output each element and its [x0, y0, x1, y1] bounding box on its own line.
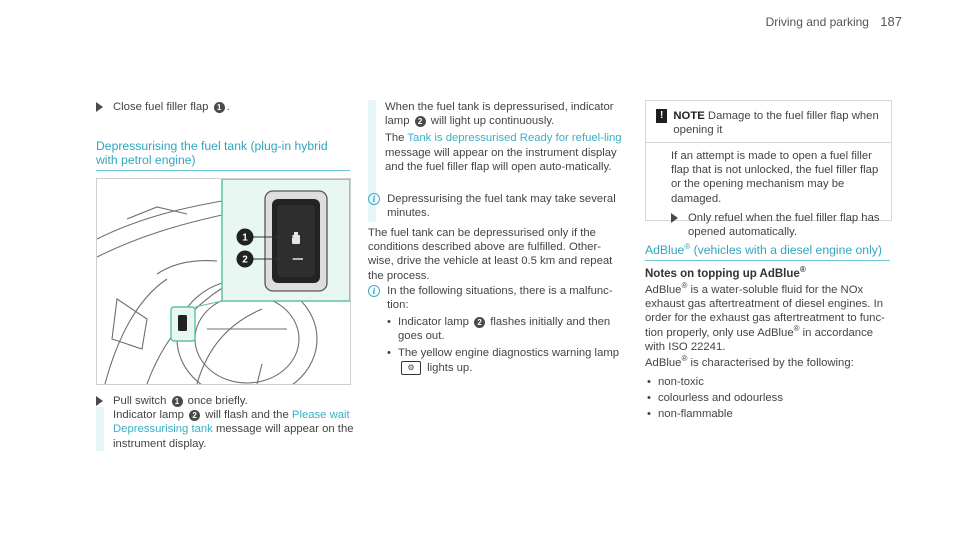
- page-header: [766, 14, 902, 29]
- list-item: • Indicator lamp 2 flashes initially and then goes out.: [385, 315, 628, 343]
- note-box: [645, 100, 892, 239]
- paragraph-adblue-description: AdBlue® is a water-soluble fluid for the NOx exhaust gas aftertreatment of diesel engines. In order for the exhaust gas aftertreatment to func-tion properly, only use AdBlue® in accordance with ISO 22241.: [645, 281, 885, 353]
- info-icon: i: [368, 285, 380, 297]
- paragraph-depressurised: When the fuel tank is depressurised, indicator lamp 2 will light up continuously.: [385, 101, 614, 128]
- paragraph-adblue-characteristics: AdBlue® is characterised by the following:: [645, 354, 854, 369]
- section-title-adblue: AdBlue® (vehicles with a diesel engine only): [645, 243, 890, 261]
- col2-text-block: [385, 100, 627, 174]
- header-section: Driving and parking: [765, 15, 869, 29]
- note-label: NOTE: [673, 110, 705, 122]
- list-item: • non-flammable: [645, 407, 890, 421]
- info-icon: i: [368, 193, 380, 205]
- subsection-title-topping-up: Notes on topping up AdBlue®: [645, 265, 806, 280]
- step-pull-switch: Pull switch 1 once briefly. Indicator lamp 2 will flash and the Please wait Depressurising tank message will appear on the instrument display.: [96, 394, 356, 451]
- info-malfunction: i In the following situations, there is a malfunc-tion:: [368, 284, 628, 312]
- info-depressurising-time: i Depressurising the fuel tank may take several minutes.: [368, 192, 628, 220]
- callout-2: 2: [415, 116, 426, 127]
- illustration-label-1: 1: [242, 232, 248, 244]
- adblue-characteristics-list: [645, 373, 890, 422]
- malfunction-list: [385, 315, 628, 375]
- page-number: 187: [880, 14, 902, 29]
- fuel-flap-switch-illustration: [96, 178, 351, 385]
- paragraph-conditions: The fuel tank can be depressurised only if the conditions described above are fulfilled. Other-wise, drive the vehicle at least 0.5 km and repeat the process.: [368, 227, 613, 282]
- paragraph-ready-message: The Tank is depressurised Ready for refuel-ling message will appear on the instrument display and the fuel filler flap will open auto-matically.: [385, 132, 622, 173]
- step-close-flap: Close fuel filler flap 1 .: [96, 100, 356, 114]
- note-title: Damage to the fuel filler flap when opening it: [673, 110, 879, 137]
- list-item: • non-toxic: [645, 375, 890, 389]
- list-item: • colourless and odourless: [645, 391, 890, 405]
- callout-1: 1: [214, 102, 225, 113]
- engine-diagnostics-icon: ⚙: [401, 361, 421, 375]
- triangle-arrow-icon: [671, 213, 678, 223]
- list-item: • The yellow engine diagnostics warning lamp ⚙ lights up.: [385, 346, 628, 374]
- warning-x-icon: !: [656, 109, 667, 123]
- callout-2: 2: [189, 410, 200, 421]
- triangle-arrow-icon: [96, 396, 103, 406]
- note-step: Only refuel when the fuel filler flap has opened automatically.: [646, 206, 891, 239]
- section-title-depressurising: Depressurising the fuel tank (plug-in hybrid with petrol engine): [96, 139, 350, 171]
- note-body: If an attempt is made to open a fuel filler flap that is not unlocked, the fuel filler flap or the opening mechanism may be damaged.: [671, 150, 879, 205]
- display-message-ready: Tank is depressurised Ready for refuel-ling: [407, 132, 622, 145]
- note-header: [646, 101, 891, 143]
- callout-1: 1: [172, 396, 183, 407]
- callout-2: 2: [474, 317, 485, 328]
- display-message-please-wait: Please wait Depressurising tank: [113, 409, 350, 436]
- illustration-label-2: 2: [242, 254, 248, 266]
- triangle-arrow-icon: [96, 102, 103, 112]
